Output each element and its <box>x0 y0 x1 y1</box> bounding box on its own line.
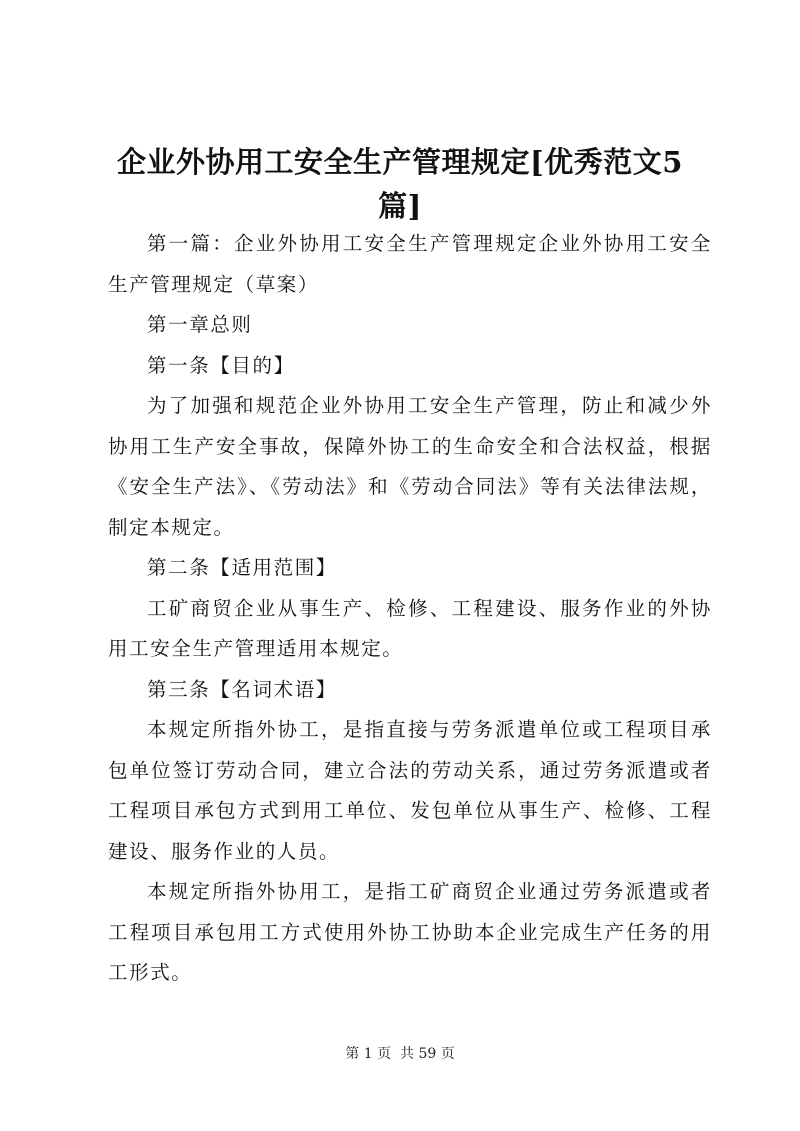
document-title: 企业外协用工安全生产管理规定[优秀范文5篇] <box>117 145 683 223</box>
page-footer <box>0 1044 800 1064</box>
paragraph-article-2-heading: 第二条【适用范围】 <box>147 556 337 579</box>
paragraph-article-3-heading: 第三条【名词术语】 <box>147 677 337 701</box>
paragraph-chapter-intro: 第一篇：企业外协用工安全生产管理规定企业外协用工安全生产管理规定（草案） <box>108 232 712 296</box>
paragraph-article-3-body-1: 本规定所指外协工，是指直接与劳务派遣单位或工程项目承包单位签订劳动合同，建立合法的劳动关系，通过劳务派遣或者工程项目承包方式到用工单位、发包单位从事生产、检修、工程建设、服务作业的人员。 <box>108 718 712 863</box>
paragraph-article-1-heading: 第一条【目的】 <box>147 353 295 377</box>
paragraph-chapter-heading: 第一章总则 <box>147 313 253 336</box>
paragraph-article-3-body-2: 本规定所指外协用工，是指工矿商贸企业通过劳务派遣或者工程项目承包用工方式使用外协工协助本企业完成生产任务的用工形式。 <box>108 880 712 984</box>
document-body <box>108 224 712 994</box>
paragraph-article-2-body: 工矿商贸企业从事生产、检修、工程建设、服务作业的外协用工安全生产管理适用本规定。 <box>108 596 712 660</box>
page-number-label: 第 1 页 共 59 页 <box>345 1046 455 1062</box>
paragraph-article-1-body: 为了加强和规范企业外协用工安全生产管理，防止和减少外协用工生产安全事故，保障外协工的生命安全和合法权益，根据《安全生产法》、《劳动法》和《劳动合同法》等有关法律法规，制定本规定。 <box>108 394 712 539</box>
